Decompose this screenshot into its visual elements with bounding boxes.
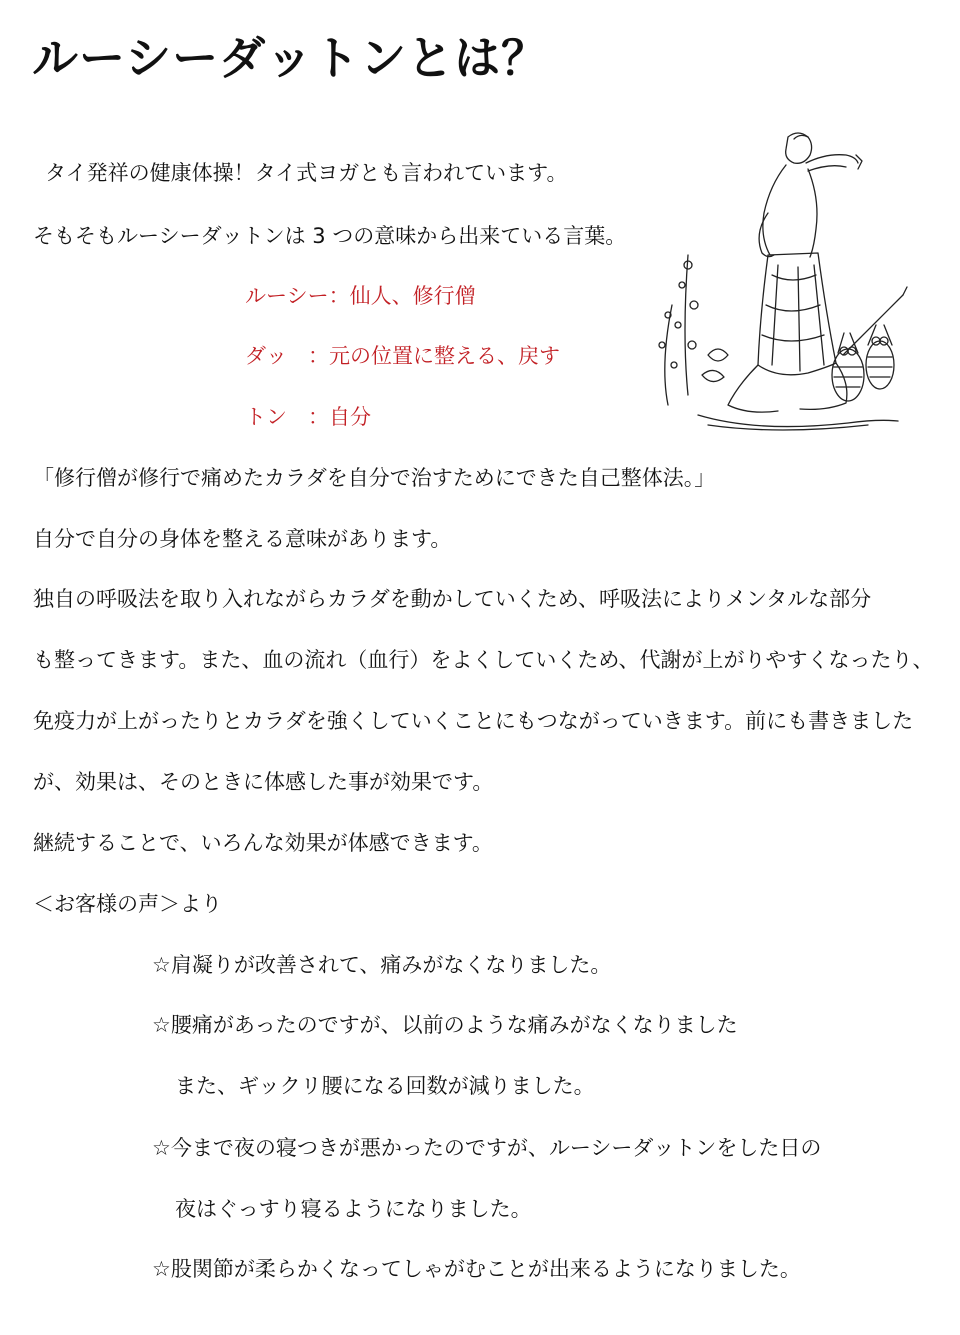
body-line: 免疫力が上がったりとカラダを強くしていくことにもつながっていきます。前にも書きました [33,709,914,733]
body-line: も整ってきます。また、血の流れ（血行）をよくしていくため、代謝が上がりやすくなったり、 [33,648,934,672]
voices-heading: ＜お客様の声＞より [33,892,222,916]
body-line: 独自の呼吸法を取り入れながらカラダを動かしていくため、呼吸法によりメンタルな部分 [33,587,872,611]
body-line: 継続することで、いろんな効果が体感できます。 [33,831,493,855]
meaning-separator: ： [328,284,350,308]
voice-item: ☆股関節が柔らかくなってしゃがむことが出来るようになりました。 [152,1257,801,1281]
meaning-item [245,286,476,307]
meaning-item [245,346,560,367]
body-line: 「修行僧が修行で痛めたカラダを自分で治すためにできた自己整体法。」 [33,466,716,490]
voice-item: ☆肩凝りが改善されて、痛みがなくなりました。 [152,953,612,977]
voice-item-continuation: 夜はぐっすり寝るようになりました。 [175,1197,532,1221]
meaning-item [245,407,371,428]
meaning-desc: 自分 [329,405,371,429]
voice-item: ☆腰痛があったのですが、以前のような痛みがなくなりました [152,1013,738,1037]
meaning-term: ダッ [245,344,287,368]
thai-hermit-illustration [648,125,910,435]
voice-item-continuation: また、ギックリ腰になる回数が減りました。 [175,1074,595,1098]
meaning-separator: ： [308,405,329,429]
voice-item: ☆今まで夜の寝つきが悪かったのですが、ルーシーダットンをした日の [152,1136,822,1160]
page-title: ルーシーダットンとは？ [32,31,549,85]
intro-line-1: タイ発祥の健康体操！タイ式ヨガとも言われています。 [45,161,568,185]
meaning-separator: ： [308,344,329,368]
meaning-term: ルーシー [245,284,329,308]
body-line: 自分で自分の身体を整える意味があります。 [33,527,452,551]
intro-line-2: そもそもルーシーダットンは 3 つの意味から出来ている言葉。 [33,224,627,248]
meaning-desc: 仙人、修行僧 [349,284,476,308]
meaning-term: トン [245,405,287,429]
body-line: が、効果は、そのときに体感した事が効果です。 [33,770,494,794]
meaning-desc: 元の位置に整える、戻す [329,344,560,368]
